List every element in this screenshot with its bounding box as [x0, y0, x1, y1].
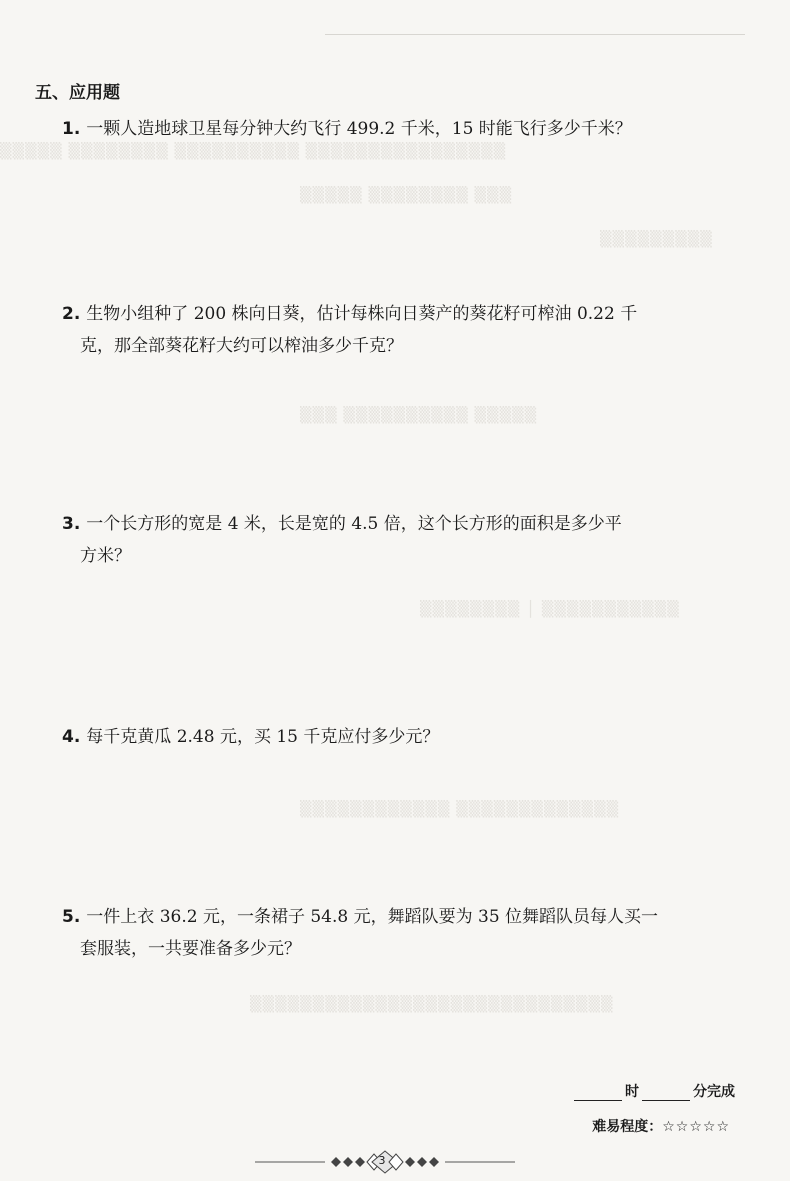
problem-1: [62, 113, 750, 145]
show-through-1: ▒▒▒▒▒ ▒▒▒▒▒▒▒▒ ▒▒▒▒▒▒▒▒▒▒ ▒▒▒▒▒▒▒▒▒▒▒▒▒▒▒▒: [0, 142, 507, 160]
section-title: 五、应用题: [35, 83, 120, 103]
problem-number: 1.: [62, 119, 81, 139]
difficulty-rating: [592, 1116, 730, 1136]
problem-5: [62, 901, 750, 965]
show-through-3: ▒▒▒▒▒▒▒▒▒: [600, 230, 713, 248]
problem-text-continued: 方米？: [80, 546, 131, 566]
completion-time: [571, 1081, 735, 1101]
show-through-5: ▒▒▒▒▒▒▒▒ │ ▒▒▒▒▒▒▒▒▒▒▒: [420, 600, 680, 618]
minute-blank[interactable]: [642, 1086, 690, 1101]
problem-number: 3.: [62, 514, 81, 534]
hour-label: 时: [625, 1084, 639, 1100]
problem-text: 生物小组种了 200 株向日葵，估计每株向日葵产的葵花籽可榨油 0.22 千: [86, 304, 638, 324]
problem-3: [62, 508, 750, 572]
problem-text: 一件上衣 36.2 元，一条裙子 54.8 元，舞蹈队要为 35 位舞蹈队员每人买一: [86, 907, 659, 927]
header-rule: [325, 34, 745, 35]
show-through-2: ▒▒▒▒▒ ▒▒▒▒▒▒▒▒ ▒▒▒: [300, 186, 513, 204]
problem-number: 2.: [62, 304, 81, 324]
problem-number: 4.: [62, 727, 81, 747]
show-through-7: ▒▒▒▒▒▒▒▒▒▒▒▒▒▒▒▒▒▒▒▒▒▒▒▒▒▒▒▒▒: [250, 995, 614, 1013]
problem-text-continued: 套服装，一共要准备多少元？: [80, 939, 301, 959]
problem-text: 一颗人造地球卫星每分钟大约飞行 499.2 千米，15 时能飞行多少千米？: [86, 119, 632, 139]
problem-2: [62, 298, 750, 362]
problem-number: 5.: [62, 907, 81, 927]
problem-text-continued: 克，那全部葵花籽大约可以榨油多少千克？: [80, 336, 403, 356]
page-number: 3: [378, 1154, 386, 1167]
show-through-6: ▒▒▒▒▒▒▒▒▒▒▒▒ ▒▒▒▒▒▒▒▒▒▒▒▒▒: [300, 800, 620, 818]
minute-label: 分完成: [693, 1084, 735, 1100]
hour-blank[interactable]: [574, 1086, 622, 1101]
show-through-4: ▒▒▒ ▒▒▒▒▒▒▒▒▒▒ ▒▒▒▒▒: [300, 406, 538, 424]
problem-text: 每千克黄瓜 2.48 元，买 15 千克应付多少元？: [86, 727, 440, 747]
star-rating-icons[interactable]: ☆☆☆☆☆: [662, 1119, 730, 1135]
problem-text: 一个长方形的宽是 4 米，长是宽的 4.5 倍，这个长方形的面积是多少平: [86, 514, 622, 534]
problem-4: [62, 721, 750, 753]
difficulty-label: 难易程度：: [592, 1119, 663, 1135]
